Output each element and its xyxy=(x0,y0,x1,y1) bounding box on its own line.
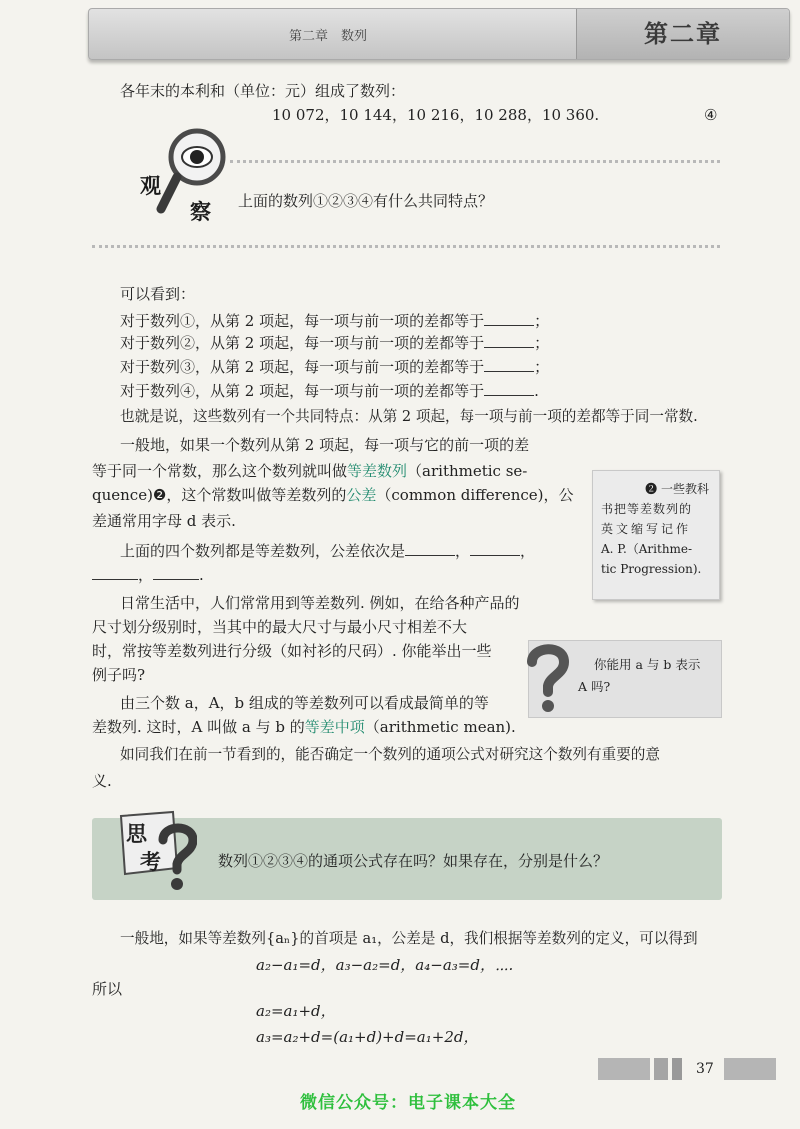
text-line: 一般地，如果一个数列从第 2 项起，每一项与它的前一项的差 xyxy=(120,436,530,454)
dotted-divider xyxy=(92,245,720,248)
watermark: 微信公众号：电子课本大全 xyxy=(300,1093,516,1113)
text-span: 对于数列③，从第 2 项起，每一项与前一项的差都等于 xyxy=(120,358,485,376)
formula-line: a₂=a₁+d， xyxy=(256,1002,336,1020)
text-line: 各年末的本利和（单位：元）组成了数列： xyxy=(120,82,406,100)
text-line: 一般地，如果等差数列{aₙ}的首项是 a₁，公差是 d，我们根据等差数列的定义，可以得到 xyxy=(120,930,698,947)
think-question: 数列①②③④的通项公式存在吗？如果存在，分别是什么？ xyxy=(218,852,609,870)
side-note-line: 书把等差数列的 xyxy=(601,502,693,516)
text-span: （arithmetic se- xyxy=(407,462,528,480)
fill-blank[interactable] xyxy=(153,565,199,580)
text-span: （common difference)，公 xyxy=(376,486,574,504)
text-line: 可以看到： xyxy=(120,285,196,303)
sequence-label: ④ xyxy=(704,106,718,124)
chapter-tab: 第二章 xyxy=(576,9,789,59)
term-common-difference: 公差 xyxy=(346,486,377,504)
text-span: 差数列. 这时，A 叫做 a 与 b 的 xyxy=(92,718,305,736)
text-span: ， xyxy=(520,542,536,560)
text-span: 对于数列①，从第 2 项起，每一项与前一项的差都等于 xyxy=(120,312,485,330)
text-line: 时，常按等差数列进行分级（如衬衫的尺码）. 你能举出一些 xyxy=(92,642,492,660)
fill-blank[interactable] xyxy=(405,541,455,556)
text-line xyxy=(92,716,516,738)
text-span: . xyxy=(199,566,204,584)
fill-blank[interactable] xyxy=(484,381,534,396)
side-note-line: A. P.（Arithme- xyxy=(601,542,693,556)
text-line xyxy=(92,564,204,586)
text-line: 所以 xyxy=(92,980,123,998)
text-span: ， xyxy=(455,542,471,560)
fill-blank[interactable] xyxy=(470,541,520,556)
side-note-line: tic Progression). xyxy=(601,562,702,576)
text-line xyxy=(92,484,574,506)
fill-blank[interactable] xyxy=(484,311,534,326)
text-line xyxy=(120,332,549,354)
observe-question: 上面的数列①②③④有什么共同特点？ xyxy=(238,192,494,210)
text-line: 义. xyxy=(92,772,112,790)
text-span: 对于数列④，从第 2 项起，每一项与前一项的差都等于 xyxy=(120,382,485,400)
text-span: 上面的四个数列都是等差数列，公差依次是 xyxy=(120,542,406,560)
text-line: 差通常用字母 d 表示. xyxy=(92,512,236,530)
observe-title-1: 观 xyxy=(140,174,161,198)
text-span: 等于同一个常数，那么这个数列就叫做 xyxy=(92,462,348,480)
fill-blank[interactable] xyxy=(484,333,534,348)
running-head: 第二章 数列 xyxy=(289,29,368,44)
text-line xyxy=(92,460,527,482)
side-note xyxy=(592,470,720,600)
question-mark-icon xyxy=(520,638,576,718)
text-span: ； xyxy=(534,312,550,330)
observe-title-2: 察 xyxy=(190,200,211,224)
side-note-line: 英文缩写记作 xyxy=(601,522,692,536)
text-line: 例子吗? xyxy=(92,666,146,684)
text-line: 尺寸划分级别时，当其中的最大尺寸与最小尺寸相差不大 xyxy=(92,618,468,636)
text-span: 对于数列②，从第 2 项起，每一项与前一项的差都等于 xyxy=(120,334,485,352)
dotted-divider xyxy=(230,160,720,163)
side-note-line: ❷ 一些教科 xyxy=(645,482,709,496)
think-char: 思 xyxy=(126,822,147,846)
page-number: 37 xyxy=(696,1061,714,1077)
text-span: quence)❷，这个常数叫做等差数列的 xyxy=(92,486,347,504)
text-span: . xyxy=(534,382,539,400)
text-span: ， xyxy=(138,566,154,584)
text-line: 如同我们在前一节看到的，能否确定一个数列的通项公式对研究这个数列有重要的意 xyxy=(120,746,660,763)
formula-line: a₃=a₂+d=(a₁+d)+d=a₁+2d， xyxy=(256,1028,479,1046)
text-line xyxy=(120,356,549,378)
text-span: ； xyxy=(534,334,550,352)
text-span: ； xyxy=(534,358,550,376)
text-line xyxy=(120,540,535,562)
text-span: （arithmetic mean). xyxy=(364,718,516,736)
sequence-4: 10 072，10 144，10 216，10 288，10 360. xyxy=(272,106,600,124)
text-line: 日常生活中，人们常常用到等差数列. 例如，在给各种产品的 xyxy=(120,594,520,612)
text-line: 也就是说，这些数列有一个共同特点：从第 2 项起，每一项与前一项的差都等于同一常数. xyxy=(120,408,698,425)
fill-blank[interactable] xyxy=(92,565,138,580)
term-arithmetic-mean: 等差中项 xyxy=(304,718,365,736)
term-arithmetic-sequence: 等差数列 xyxy=(347,462,408,480)
chapter-header xyxy=(88,8,790,60)
text-line: 由三个数 a，A，b 组成的等差数列可以看成最简单的等 xyxy=(120,694,489,712)
fill-blank[interactable] xyxy=(484,357,534,372)
think-char: 考 xyxy=(140,850,161,874)
question-text: A 吗? xyxy=(578,679,611,694)
formula-line: a₂−a₁=d，a₃−a₂=d，a₄−a₃=d，⋯. xyxy=(256,956,514,974)
text-line xyxy=(120,310,549,332)
question-text: 你能用 a 与 b 表示 xyxy=(594,657,701,672)
text-line xyxy=(120,380,539,402)
